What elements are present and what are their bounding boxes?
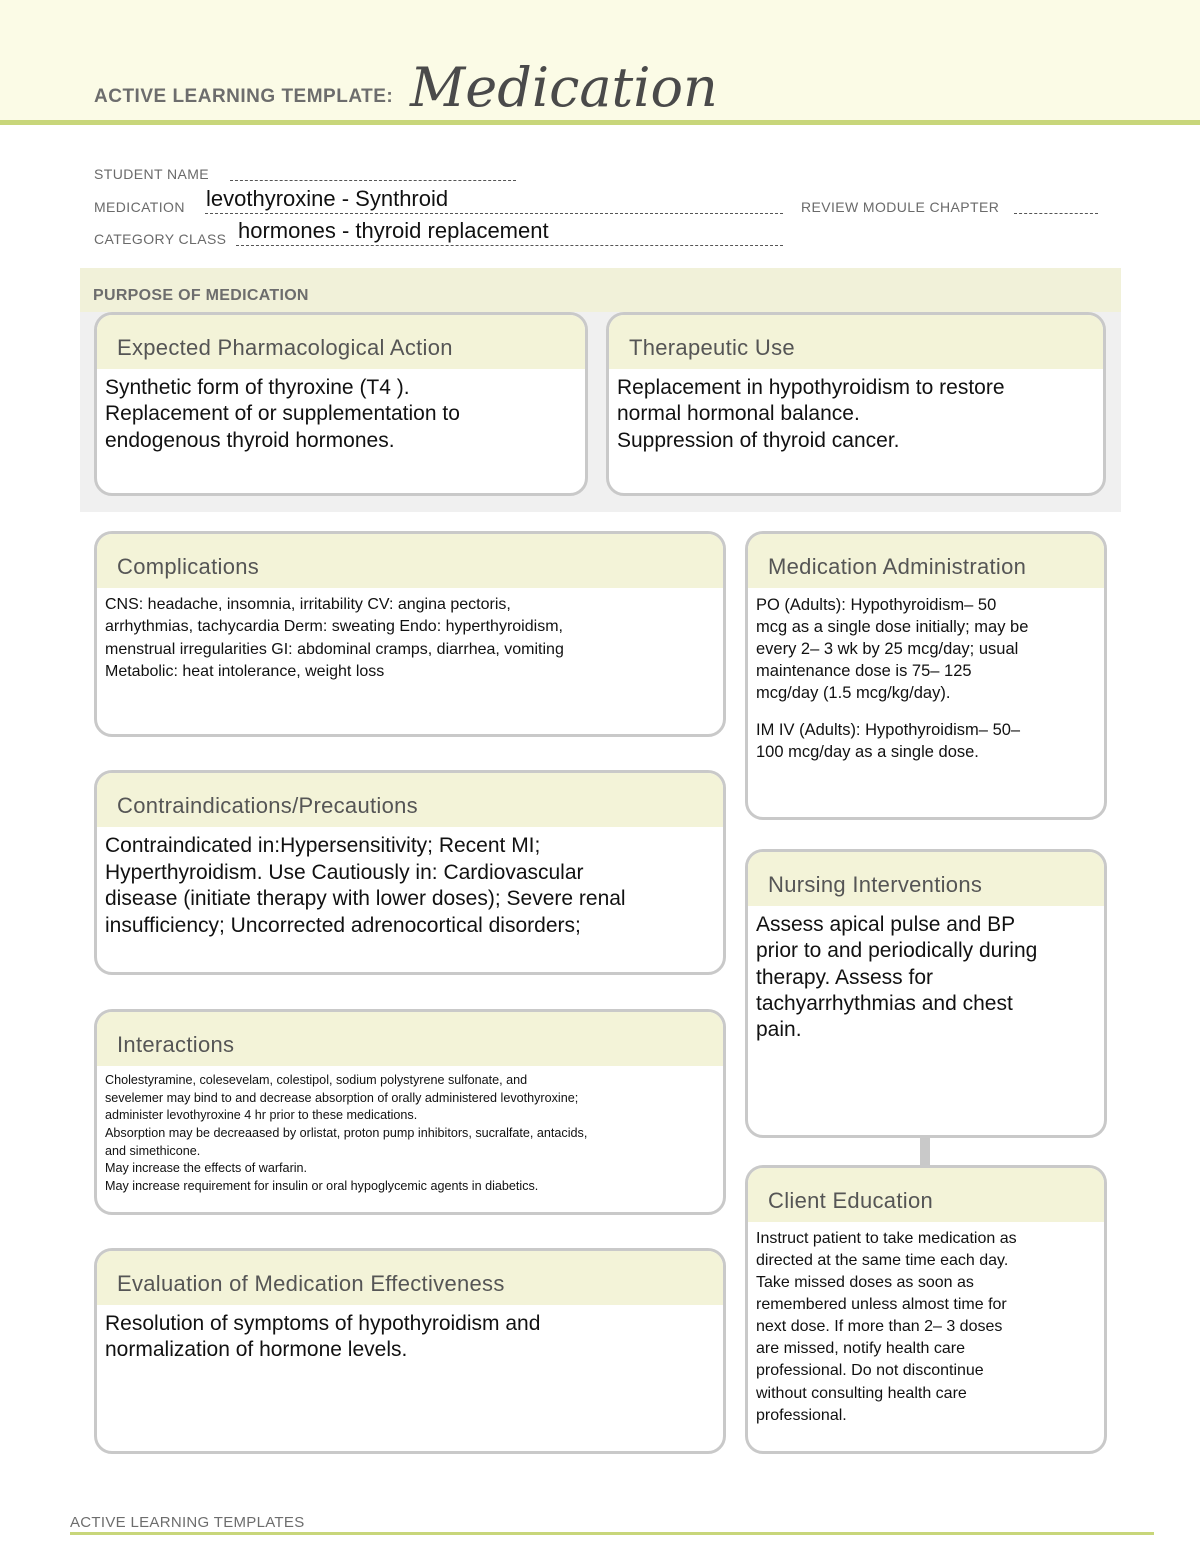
complications-title: Complications	[97, 534, 723, 588]
template-label: ACTIVE LEARNING TEMPLATE:	[94, 86, 394, 107]
expected-action-text[interactable]: Synthetic form of thyroxine (T4 ). Replacement of or supplementation to endogenous thyroid hormones.	[105, 376, 460, 452]
medication-field[interactable]: levothyroxine - Synthroid	[206, 186, 449, 211]
client-education-text[interactable]: Instruct patient to take medication as directed at the same time each day. Take missed doses as soon as remembered unless almost time for next dose. If more than 2– 3 doses are missed, notify health care professional. Do not discontinue without consulting health care professional.	[756, 1230, 1017, 1424]
administration-paragraph: PO (Adults): Hypothyroidism– 50 mcg as a single dose initially; may be every 2– 3 wk by 25 mcg/day; usual maintenance dose is 75– 125 mcg/day (1.5 mcg/kg/day).	[756, 596, 1029, 703]
expected-action-title: Expected Pharmacological Action	[97, 315, 585, 369]
therapeutic-use-title: Therapeutic Use	[609, 315, 1103, 369]
review-module-label: REVIEW MODULE CHAPTER	[801, 199, 1000, 215]
therapeutic-use-text[interactable]: Replacement in hypothyroidism to restore normal hormonal balance. Suppression of thyroid cancer.	[617, 376, 1005, 452]
evaluation-title: Evaluation of Medication Effectiveness	[97, 1251, 723, 1305]
administration-box	[745, 531, 1107, 820]
client-education-title: Client Education	[748, 1168, 1104, 1222]
contraindications-box	[94, 770, 726, 975]
complications-text[interactable]: CNS: headache, insomnia, irritability CV: angina pectoris, arrhythmias, tachycardia Derm: sweating Endo: hyperthyroidism, menstrual irregularities GI: abdominal cramps, diarrhea, vomiting Metabolic: heat intolerance, weight loss	[105, 596, 564, 681]
therapeutic-use-box	[606, 312, 1106, 496]
student-name-label: STUDENT NAME	[94, 166, 209, 182]
contraindications-title: Contraindications/Precautions	[97, 773, 723, 827]
category-class-label: CATEGORY CLASS	[94, 231, 227, 247]
review-module-field[interactable]	[1014, 213, 1098, 214]
nursing-interventions-title: Nursing Interventions	[748, 852, 1104, 906]
interactions-title: Interactions	[97, 1012, 723, 1066]
category-class-field-line	[236, 245, 783, 246]
administration-paragraph: IM IV (Adults): Hypothyroidism– 50– 100 mcg/day as a single dose.	[756, 720, 1021, 761]
evaluation-text[interactable]: Resolution of symptoms of hypothyroidism and normalization of hormone levels.	[105, 1312, 541, 1362]
category-class-field[interactable]: hormones - thyroid replacement	[238, 218, 549, 243]
footer-divider	[70, 1532, 1154, 1535]
administration-text[interactable]	[748, 588, 1104, 769]
medication-field-line	[205, 213, 783, 214]
header-divider	[0, 120, 1200, 125]
medication-label: MEDICATION	[94, 199, 185, 215]
administration-title: Medication Administration	[748, 534, 1104, 588]
purpose-label: PURPOSE OF MEDICATION	[93, 287, 309, 304]
interactions-text[interactable]: Cholestyramine, colesevelam, colestipol, sodium polystyrene sulfonate, and sevelemer may bind to and decrease absorption of orally administered levothyroxine; administer levothyroxine 4 hr prior to these medications. Absorption may be decreaased by orlistat, proton pump inhibitors, sucralfate, antacids, and simethicone. May increase the effects of warfarin. May increase requirement for insulin or oral hypoglycemic agents in diabetics.	[105, 1073, 588, 1193]
page-title: Medication	[410, 56, 718, 119]
contraindications-text[interactable]: Contraindicated in:Hypersensitivity; Recent MI; Hyperthyroidism. Use Cautiously in: Cardiovascular disease (initiate therapy with lower doses); Severe renal insufficiency; Uncorrected adrenocortical disorders;	[105, 834, 626, 937]
student-name-field[interactable]	[230, 180, 516, 181]
evaluation-box	[94, 1248, 726, 1454]
interactions-box	[94, 1009, 726, 1215]
nursing-interventions-text[interactable]: Assess apical pulse and BP prior to and periodically during therapy. Assess for tachyarrhythmias and chest pain.	[756, 913, 1038, 1041]
box-connector	[920, 1136, 930, 1166]
footer-label: ACTIVE LEARNING TEMPLATES	[70, 1514, 305, 1531]
client-education-box	[745, 1165, 1107, 1454]
expected-action-box	[94, 312, 588, 496]
complications-box	[94, 531, 726, 737]
nursing-interventions-box	[745, 849, 1107, 1138]
